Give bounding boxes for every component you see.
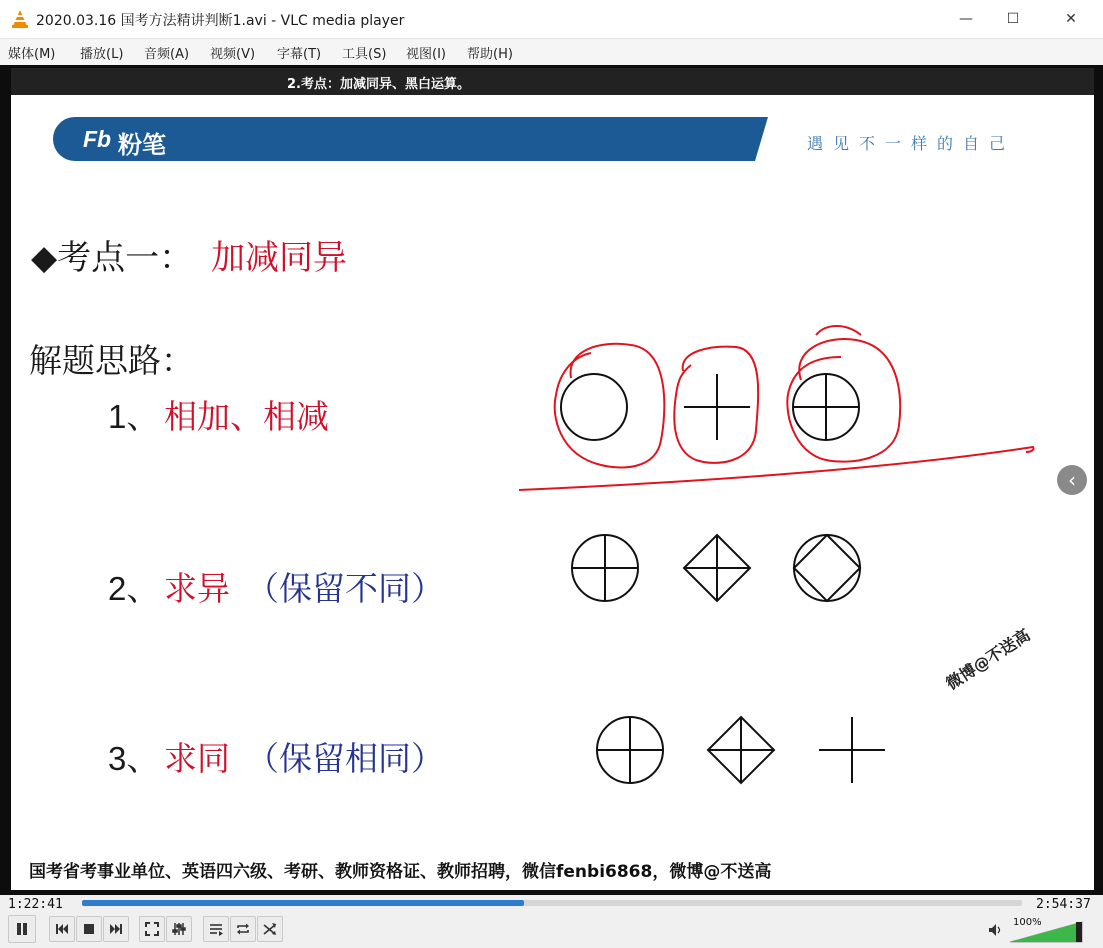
menu-subtitle[interactable]: 字幕(T) — [277, 47, 322, 62]
item1-text: 相加、相减 — [164, 398, 329, 435]
figure-row-3 — [597, 717, 885, 783]
figure-row-2 — [572, 535, 860, 601]
fullscreen-button[interactable] — [139, 916, 165, 942]
menu-bar — [0, 39, 1103, 65]
seek-bar[interactable] — [82, 900, 1022, 906]
figure-circle-diamond — [794, 535, 860, 601]
video-area[interactable] — [0, 65, 1103, 895]
pause-icon — [15, 922, 29, 936]
point-label: ◆考点一： — [31, 239, 194, 277]
slide — [11, 95, 1094, 890]
figure-cross — [819, 717, 885, 783]
skip-back-icon — [55, 923, 69, 935]
menu-view[interactable]: 视图(I) — [406, 47, 446, 62]
menu-playback[interactable]: 播放(L) — [80, 47, 124, 62]
figure-diamond-cross — [684, 535, 750, 601]
current-time: 1:22:41 — [8, 897, 63, 912]
figure-circle-cross — [793, 374, 859, 440]
watermark: 微博@不送高 — [942, 625, 1034, 694]
item2-number: 2、 — [108, 570, 160, 607]
method-label: 解题思路： — [29, 342, 194, 379]
close-button[interactable]: ✕ — [1065, 11, 1077, 27]
total-time: 2:54:37 — [1036, 897, 1091, 912]
stop-icon — [83, 923, 95, 935]
minimize-button[interactable]: — — [959, 11, 973, 27]
menu-tools[interactable]: 工具(S) — [342, 47, 387, 62]
figure-circle-cross — [572, 535, 638, 601]
shuffle-icon — [263, 922, 277, 936]
playlist-button[interactable] — [203, 916, 229, 942]
volume-slider[interactable] — [1010, 921, 1084, 943]
item3-text: 求同 — [164, 740, 230, 777]
menu-video[interactable]: 视频(V) — [210, 47, 256, 62]
slide-footer: 国考省考事业单位、英语四六级、考研、教师资格证、教师招聘，微信fenbi6868，微博@不送高 — [29, 862, 772, 882]
slogan: 遇见不一样的自己 — [807, 134, 1016, 153]
stop-button[interactable] — [76, 916, 102, 942]
video-caption: 2.考点：加减同异、黑白运算。 — [287, 77, 470, 92]
figure-canvas — [11, 95, 1094, 890]
figure-circle — [561, 374, 627, 440]
maximize-button[interactable]: ☐ — [1006, 11, 1020, 27]
seek-progress — [82, 900, 524, 906]
chevron-left-icon[interactable]: ‹ — [1057, 465, 1087, 495]
video-caption-strip — [11, 68, 1094, 96]
window-title: 2020.03.16 国考方法精讲判断1.avi - VLC media player — [36, 13, 405, 29]
previous-button[interactable] — [49, 916, 75, 942]
volume-percent: 100% — [1013, 917, 1042, 928]
skip-forward-icon — [109, 923, 123, 935]
item3-paren: （保留相同） — [246, 740, 444, 777]
shuffle-button[interactable] — [257, 916, 283, 942]
item2-paren: （保留不同） — [246, 570, 444, 607]
item1-number: 1、 — [108, 398, 160, 435]
brand-name: 粉笔 — [118, 132, 166, 159]
title-bar — [0, 0, 1103, 39]
playlist-icon — [209, 922, 223, 936]
menu-help[interactable]: 帮助(H) — [467, 47, 513, 62]
vlc-cone-icon — [10, 9, 30, 29]
pause-button[interactable] — [8, 915, 36, 943]
loop-button[interactable] — [230, 916, 256, 942]
item3-number: 3、 — [108, 740, 160, 777]
figure-row-1 — [561, 374, 859, 440]
loop-icon — [236, 922, 250, 936]
brand-mark: Fb — [83, 126, 112, 152]
point-title: 加减同异 — [211, 239, 347, 277]
item2-text: 求异 — [164, 570, 230, 607]
menu-media[interactable]: 媒体(M) — [8, 47, 56, 62]
figure-diamond-cross — [708, 717, 774, 783]
extended-settings-button[interactable] — [166, 916, 192, 942]
red-annotation — [519, 326, 1034, 490]
figure-circle-cross — [597, 717, 663, 783]
menu-audio[interactable]: 音频(A) — [144, 47, 190, 62]
player-controls — [0, 895, 1103, 948]
speaker-icon[interactable] — [988, 923, 1004, 937]
figure-cross — [684, 374, 750, 440]
fullscreen-icon — [145, 922, 159, 936]
next-button[interactable] — [103, 916, 129, 942]
sliders-icon — [172, 922, 186, 936]
